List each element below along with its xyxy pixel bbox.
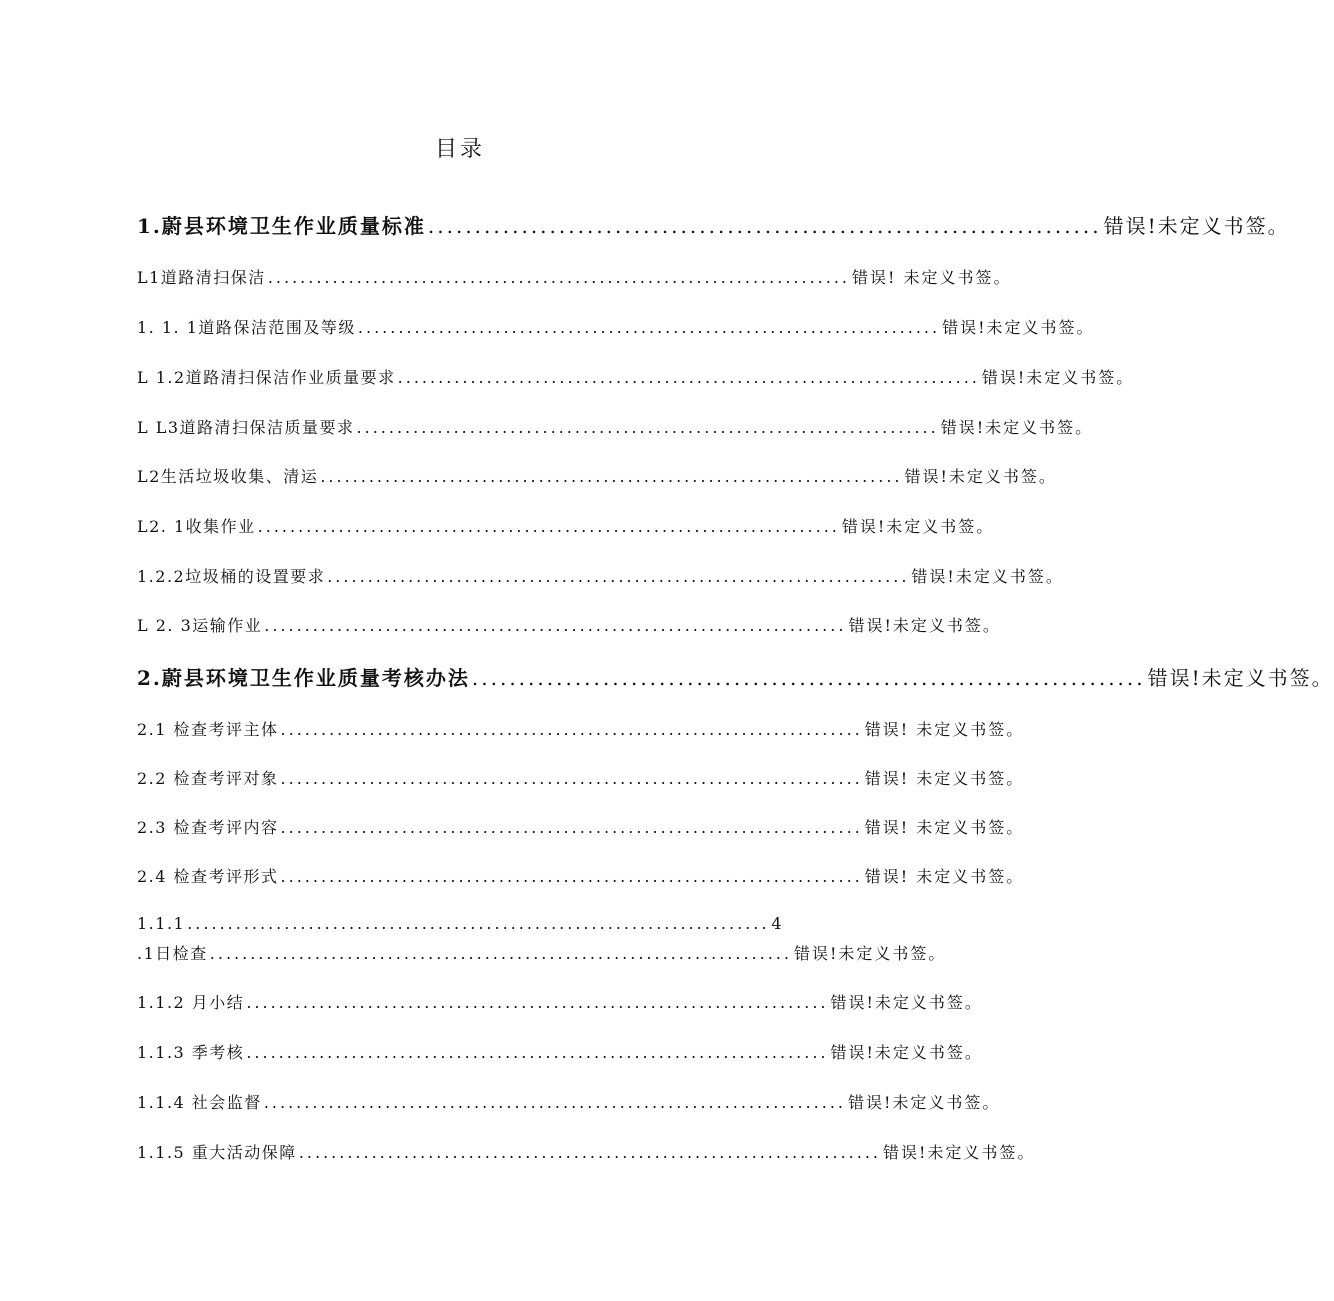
toc-entry-page: 错误!未定义书签。 [1103,214,1290,238]
toc-entry-page: 错误! 未定义书签。 [864,769,1025,788]
toc-entry-page: 错误!未定义书签。 [942,318,1095,337]
toc-entry-page: 错误!未定义书签。 [848,1093,1001,1112]
toc-entry-label: L L3道路清扫保洁质量要求 [137,418,355,437]
toc-leader-dots: ........................................................................ [280,769,863,788]
toc-entry[interactable] [137,766,1025,789]
toc-leader-dots: ........................................................................ [397,368,980,387]
toc-entry-page: 错误! 未定义书签。 [864,720,1025,739]
toc-entry[interactable] [137,1040,983,1063]
toc-entry-label: 2.蔚县环境卫生作业质量考核办法 [137,666,470,690]
toc-entry-page: 错误!未定义书签。 [830,1043,983,1062]
toc-leader-dots: ........................................................................ [280,818,863,837]
toc-entry[interactable] [137,914,784,933]
toc-entry-label: 2.4 检查考评形式 [137,867,279,886]
toc-leader-dots: ........................................................................ [246,993,829,1012]
toc-entry[interactable] [137,464,1057,487]
toc-leader-dots: ........................................................................ [357,318,941,337]
toc-entry-page: 错误!未定义书签。 [1147,666,1334,690]
toc-leader-dots: ........................................................................ [320,467,903,486]
toc-entry[interactable] [137,564,1064,587]
toc-entry-page: 错误!未定义书签。 [981,368,1135,387]
toc-leader-dots: ........................................................................ [427,214,1102,238]
toc-entry[interactable] [137,613,1001,636]
toc-entry-page: 错误!未定义书签。 [793,944,947,963]
toc-entry-page: 错误!未定义书签。 [883,1143,1036,1162]
toc-entry-label: L2. 1收集作业 [137,517,256,536]
toc-entry-label: 2.1 检查考评主体 [137,720,279,739]
toc-entry-page: 4 [771,914,784,933]
toc-leader-dots: ........................................................................ [280,867,863,886]
toc-entry-label: 1.2.2垃圾桶的设置要求 [137,567,326,586]
toc-entry-page: 错误!未定义书签。 [848,616,1001,635]
toc-entry-label: 1.蔚县环境卫生作业质量标准 [137,214,426,238]
toc-entry-page: 错误! 未定义书签。 [852,268,1012,287]
toc-leader-dots: ........................................................................ [298,1143,881,1162]
toc-entry-label: 1.1.3 季考核 [137,1043,245,1062]
toc-leader-dots: ........................................................................ [267,268,850,287]
toc-leader-dots: ........................................................................ [246,1043,829,1062]
toc-entry[interactable] [137,265,1012,288]
toc-leader-dots: ........................................................................ [257,517,840,536]
toc-entry[interactable] [137,941,947,964]
toc-entry[interactable] [137,1090,1001,1113]
toc-entry[interactable] [137,717,1025,740]
toc-leader-dots: ........................................................................ [471,666,1146,690]
toc-entry-label: .1日检查 [137,944,208,963]
toc-entry-label: 2.3 检查考评内容 [137,818,279,837]
toc-entry-page: 错误!未定义书签。 [841,517,995,536]
toc-entry-page: 错误! 未定义书签。 [864,818,1025,837]
toc-entry[interactable] [137,365,1135,388]
toc-entry[interactable] [137,662,1334,691]
toc-title: 目录 [434,137,485,162]
toc-entry-label: 1.1.4 社会监督 [137,1093,262,1112]
toc-entry[interactable] [137,864,1025,887]
toc-entry[interactable] [137,990,983,1013]
toc-entry-label: L 2. 3运输作业 [137,616,263,635]
toc-leader-dots: ........................................................................ [263,1093,846,1112]
toc-entry[interactable] [137,415,1094,438]
toc-entry-label: 1.1.5 重大活动保障 [137,1143,297,1162]
toc-entry-label: L1道路清扫保洁 [137,268,266,287]
toc-entry-page: 错误!未定义书签。 [904,467,1057,486]
toc-entry[interactable] [137,315,1095,338]
toc-entry-label: 1.1.2 月小结 [137,993,245,1012]
toc-entry-label: 1. 1. 1道路保洁范围及等级 [137,318,356,337]
toc-entry-page: 错误! 未定义书签。 [864,867,1025,886]
toc-leader-dots: ........................................................................ [356,418,939,437]
toc-leader-dots: ........................................................................ [327,567,910,586]
toc-entry[interactable] [137,514,995,537]
toc-entry[interactable] [137,1140,1036,1163]
toc-entry-page: 错误!未定义书签。 [940,418,1094,437]
toc-leader-dots: ........................................................................ [209,944,792,963]
toc-leader-dots: ........................................................................ [264,616,847,635]
toc-leader-dots: ........................................................................ [280,720,863,739]
toc-entry-label: L 1.2道路清扫保洁作业质量要求 [137,368,396,387]
toc-entry-page: 错误!未定义书签。 [911,567,1064,586]
toc-entry[interactable] [137,815,1025,838]
toc-entry-label: 1.1.1 [137,914,186,933]
toc-entry-label: 2.2 检查考评对象 [137,769,279,788]
toc-entry[interactable] [137,210,1290,239]
toc-leader-dots: ........................................................................ [187,914,770,933]
toc-entry-page: 错误!未定义书签。 [830,993,983,1012]
toc-entry-label: L2生活垃圾收集、清运 [137,467,319,486]
